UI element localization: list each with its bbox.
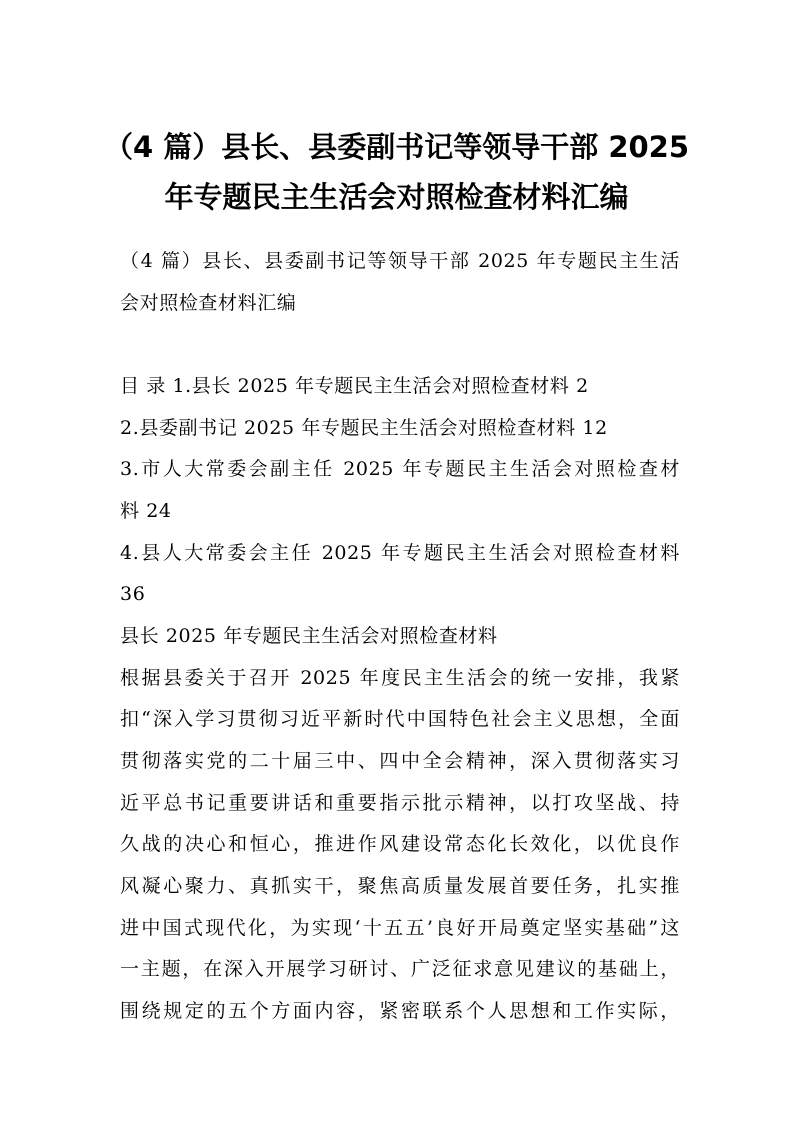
toc-line: 料 24 xyxy=(120,500,172,522)
paragraph-line: 贯彻落实党的二十届三中、四中全会精神，深入贯彻落实习 xyxy=(120,750,680,772)
section-heading: 县长 2025 年专题民主生活会对照检查材料 xyxy=(120,625,498,647)
paragraph-line: 风凝心聚力、真抓实干，聚焦高质量发展首要任务，扎实推 xyxy=(120,875,680,897)
paragraph-line: 近平总书记重要讲话和重要指示批示精神，以打攻坚战、持 xyxy=(120,792,680,814)
toc-line: 36 xyxy=(120,583,146,605)
subtitle-line-2: 会对照检查材料汇编 xyxy=(120,292,297,314)
toc-line: 3.市人大常委会副主任 2025 年专题民主生活会对照检查材 xyxy=(120,458,680,480)
subtitle-line-1: （4 篇）县长、县委副书记等领导干部 2025 年专题民主生活 xyxy=(120,250,680,272)
document-title xyxy=(100,122,693,222)
paragraph-line: 根据县委关于召开 2025 年度民主生活会的统一安排，我紧 xyxy=(120,667,680,689)
toc-line: 2.县委副书记 2025 年专题民主生活会对照检查材料 12 xyxy=(120,417,608,439)
paragraph-line: 一主题，在深入开展学习研讨、广泛征求意见建议的基础上， xyxy=(120,958,680,980)
paragraph-line: 久战的决心和恒心，推进作风建设常态化长效化，以优良作 xyxy=(120,833,680,855)
title-line-1: （4 篇）县长、县委副书记等领导干部 2025 xyxy=(103,130,690,164)
paragraph-line: 进中国式现代化，为实现‘十五五’良好开局奠定坚实基础”这 xyxy=(120,917,680,939)
toc-line: 目 录 1.县长 2025 年专题民主生活会对照检查材料 2 xyxy=(120,375,589,397)
title-line-2: 年专题民主生活会对照检查材料汇编 xyxy=(164,180,629,214)
paragraph-line: 围绕规定的五个方面内容，紧密联系个人思想和工作实际， xyxy=(120,1000,680,1022)
paragraph-line: 扣“深入学习贯彻习近平新时代中国特色社会主义思想，全面 xyxy=(120,708,680,730)
toc-line: 4.县人大常委会主任 2025 年专题民主生活会对照检查材料 xyxy=(120,542,680,564)
